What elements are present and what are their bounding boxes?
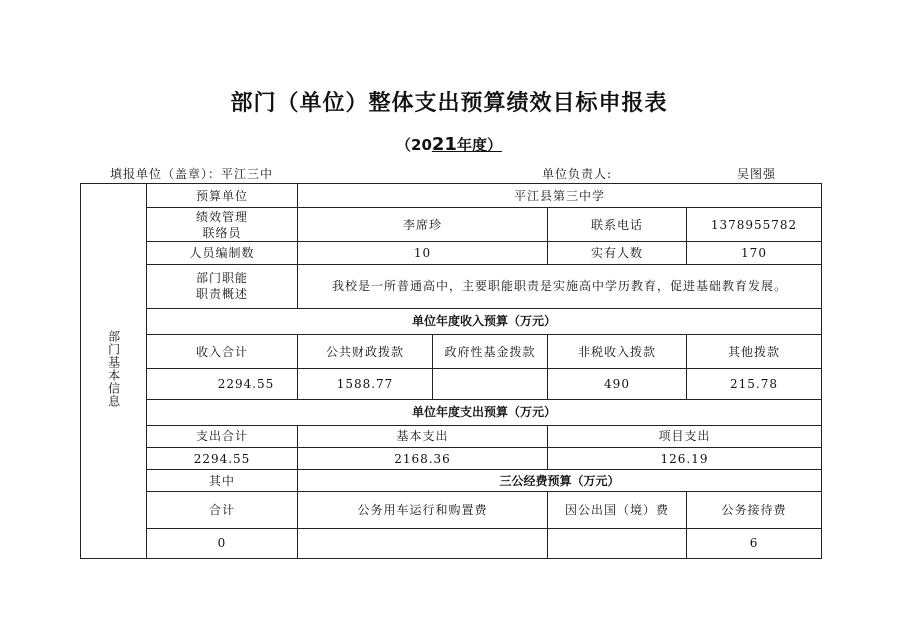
year-close: 年度） [456,136,502,154]
sangong-header: 公务接待费 [687,492,822,528]
sangong-value [548,528,687,558]
income-value: 490 [548,369,687,399]
income-header: 收入合计 [147,335,298,369]
form-year [0,134,898,155]
budget-form-table [80,183,822,559]
leader-label: 单位负责人: [542,167,613,181]
sangong-prefix: 其中 [147,470,298,492]
sangong-value: 6 [687,528,822,558]
sangong-header: 公务用车运行和购置费 [298,492,548,528]
row-income-headers [81,335,822,369]
actual-label: 实有人数 [548,242,687,264]
sangong-heading: 三公经费预算（万元） [298,470,822,492]
row-staff [81,242,822,264]
duties-label-line1: 部门职能 [195,271,248,286]
sangong-header: 因公出国（境）费 [548,492,687,528]
expense-header: 支出合计 [147,425,298,447]
contact-name: 李席珍 [298,208,548,242]
staff-value: 10 [298,242,548,264]
row-sangong-headers [81,492,822,528]
sangong-value [298,528,548,558]
expense-header: 基本支出 [298,425,548,447]
income-header: 公共财政拨款 [298,335,433,369]
income-value: 1588.77 [298,369,433,399]
budget-unit-value: 平江县第三中学 [298,184,822,208]
row-sangong-heading [81,470,822,492]
phone-value: 1378955782 [687,208,822,242]
contact-label-line2: 联络员 [202,225,242,240]
row-income-heading [81,308,822,334]
year-open: （20 [396,136,432,154]
contact-label-line1: 绩效管理 [195,209,248,224]
income-header: 政府性基金拨款 [433,335,548,369]
side-label-cell [81,184,147,559]
row-duties [81,264,822,308]
expense-value: 2294.55 [147,448,298,470]
income-header: 非税收入拨款 [548,335,687,369]
contact-label [147,208,298,242]
sangong-header: 合计 [147,492,298,528]
expense-value: 126.19 [548,448,822,470]
income-heading: 单位年度收入预算（万元） [147,308,822,334]
duties-text: 我校是一所普通高中，主要职能职责是实施高中学历教育，促进基础教育发展。 [298,264,822,308]
duties-label-line2: 职责概述 [195,287,248,302]
staff-label: 人员编制数 [147,242,298,264]
side-label: 部门基本信息 [106,329,121,408]
row-contact [81,208,822,242]
income-value: 2294.55 [147,369,298,399]
sangong-value: 0 [147,528,298,558]
form-title: 部门（单位）整体支出预算绩效目标申报表 [230,91,668,116]
filler-unit: 填报单位（盖章）：平江三中 [110,167,274,181]
expense-header: 项目支出 [548,425,822,447]
duties-label [147,264,298,308]
income-header: 其他拨款 [687,335,822,369]
leader-name: 吴图强 [737,167,777,181]
income-value [433,369,548,399]
row-expense-headers [81,425,822,447]
row-sangong-values [81,528,822,558]
row-budget-unit [81,184,822,208]
row-expense-values [81,448,822,470]
expense-value: 2168.36 [298,448,548,470]
row-expense-heading [81,399,822,425]
phone-label: 联系电话 [548,208,687,242]
income-value: 215.78 [687,369,822,399]
year-digits: 21 [431,134,457,155]
row-income-values [81,369,822,399]
actual-value: 170 [687,242,822,264]
budget-unit-label: 预算单位 [147,184,298,208]
expense-heading: 单位年度支出预算（万元） [147,399,822,425]
